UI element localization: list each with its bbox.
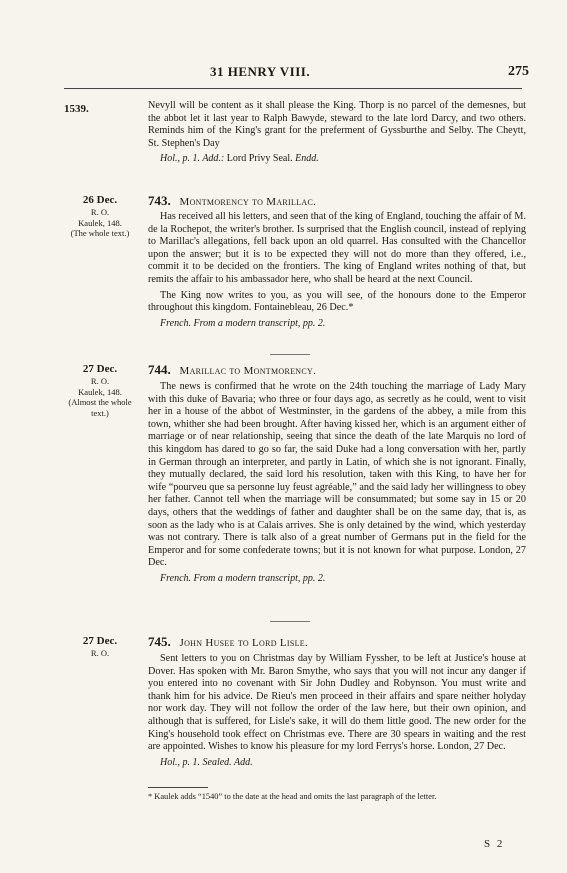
entry-title: Marillac to Montmorency.: [179, 365, 317, 377]
entry-ref: Kaulek, 148.: [78, 217, 122, 228]
entry-title: John Husee to Lord Lisle.: [179, 637, 309, 649]
entry-paragraph: The King now writes to you, as you will see, of the honours done to the Emperor throughout this kingdom. Fontainebleau, 26 Dec.*: [148, 289, 526, 314]
entry-divider: [270, 354, 310, 355]
running-head: 31 HENRY VIII.: [210, 64, 311, 79]
continuation-note: [148, 153, 526, 166]
note-add: Add.:: [202, 153, 225, 165]
footnote: * Kaulek adds “1540” to the date at the head and omits the last paragraph of the letter.: [148, 792, 437, 801]
footnote-rule: [148, 787, 208, 788]
signature-mark: S 2: [484, 838, 505, 850]
entry-744-heading: [148, 362, 316, 378]
entry-date: 27 Dec.: [82, 363, 118, 375]
continuation-block: [148, 100, 526, 166]
entry-source: R. O.: [90, 648, 110, 658]
entry-ref-note: (The whole text.): [70, 228, 130, 238]
entry-paragraph: Sent letters to you on Christmas day by William Fyssher, to be left at Justice's house at Dover. Has spoken with Mr. Baron Smythe, who says that you will not incur any danger if you entered into no covenant with Sir John Dudley and Robynson. You must write and thank him for his advice. De Rieu's men proceed in their affairs and spare neither holyday nor work day. They will not follow the order of the law here, but their own opinion, and although that is suffered, for Lisle's sake, it will do them little good. The new order for the King's household took effect on Christmas eve. There are 30 spears in waiting and the rest are appointed. Wishes to know his pleasure for my lord Ferrys's horse. London, 27 Dec.: [148, 653, 526, 753]
entry-paragraph: The news is confirmed that he wrote on the 24th touching the marriage of Lady Mary with this duke of Bavaria; who three or four days ago, as secretly as he could, went to visit her in a house of the abbot of Westminster, in the gardens of the abbey, a mile from this town, whither she had been brought. After having kissed her, which is an argument either of marriage or of near relationship, seeing that since the death of the late Marquis no lord of this kingdom has dared to go so far, the said Duke had a long conversation with her, partly in German through an interpreter, and partly in Latin, of which she is not ignorant. Finally, they mutually declared, the said lord his resolution, taken with this King, to have her for wife “pourveu que sa personne luy feust agréable,” and the said lady her willingness to obey her father. Cannot tell when the marriage will be consummated; but some say in 15 or 20 days, others that the weddings of father and daughter shall be on the same day, that is, as soon as the lady who is at Calais arrives. She is only detained by the wind, which yesterday was not contrary. There is talk also of a great number of Germans put in the field for the Emperor and for some confederate towns; but it is not known for what purpose. London, 27 Dec.: [148, 381, 526, 569]
entry-date: 26 Dec.: [82, 194, 118, 206]
note-rest: Lord Privy Seal.: [226, 153, 293, 165]
note-hol: Hol., p. 1.: [160, 153, 200, 165]
entry-744-body: [148, 381, 526, 586]
entry-745-margin: [60, 634, 140, 659]
entry-source: R. O.: [90, 207, 110, 217]
continuation-text: Nevyll will be content as it shall please the King. Thorp is no parcel of the demesnes, but the abbot let it last year to Ralph Bawyde, steward to the late lord Darcy, and two others. Reminds him of the King's grant for the preferment of Gyssburthe and Selby. The Cheytt, St. Stephen's Day: [148, 100, 526, 149]
note-endd: Endd.: [295, 153, 319, 165]
entry-source: R. O.: [90, 376, 110, 386]
entry-divider: [270, 621, 310, 622]
entry-745-heading: [148, 634, 308, 650]
entry-743-margin: [60, 193, 140, 239]
entry-743-heading: [148, 193, 316, 209]
entry-title: Montmorency to Marillac.: [179, 196, 317, 208]
entry-ref-note: (Almost the whole text.): [68, 397, 132, 418]
entry-744-margin: [60, 362, 140, 418]
entry-note: Hol., p. 1. Sealed. Add.: [160, 756, 253, 768]
entry-note: French. From a modern transcript, pp. 2.: [160, 572, 326, 584]
entry-number: 745.: [148, 634, 171, 649]
page-number: 275: [508, 64, 529, 79]
entry-number: 743.: [148, 193, 171, 208]
entry-paragraph: Has received all his letters, and seen that of the king of England, touching the affair of M. de la Rochepot, the writer's brother. Is surprised that the English council, instead of replying to Marillac's allegations, fell back upon an old quarrel. Has consulted with the Chancellor upon the answer; but it is to be expected they will not do more than they offered, i.e., commit it to be decided on the frontiers. The king of England writes nothing of that, but remits the affair to his ambassador here, who shall be heard at the next Council.: [148, 211, 526, 285]
entry-date: 27 Dec.: [82, 635, 118, 647]
entry-743-body: [148, 211, 526, 330]
entry-745-body: [148, 653, 526, 769]
entry-ref: Kaulek, 148.: [78, 386, 122, 397]
header-rule: [64, 88, 522, 89]
margin-year: 1539.: [64, 103, 89, 115]
entry-number: 744.: [148, 362, 171, 377]
entry-note: French. From a modern transcript, pp. 2.: [160, 317, 326, 329]
